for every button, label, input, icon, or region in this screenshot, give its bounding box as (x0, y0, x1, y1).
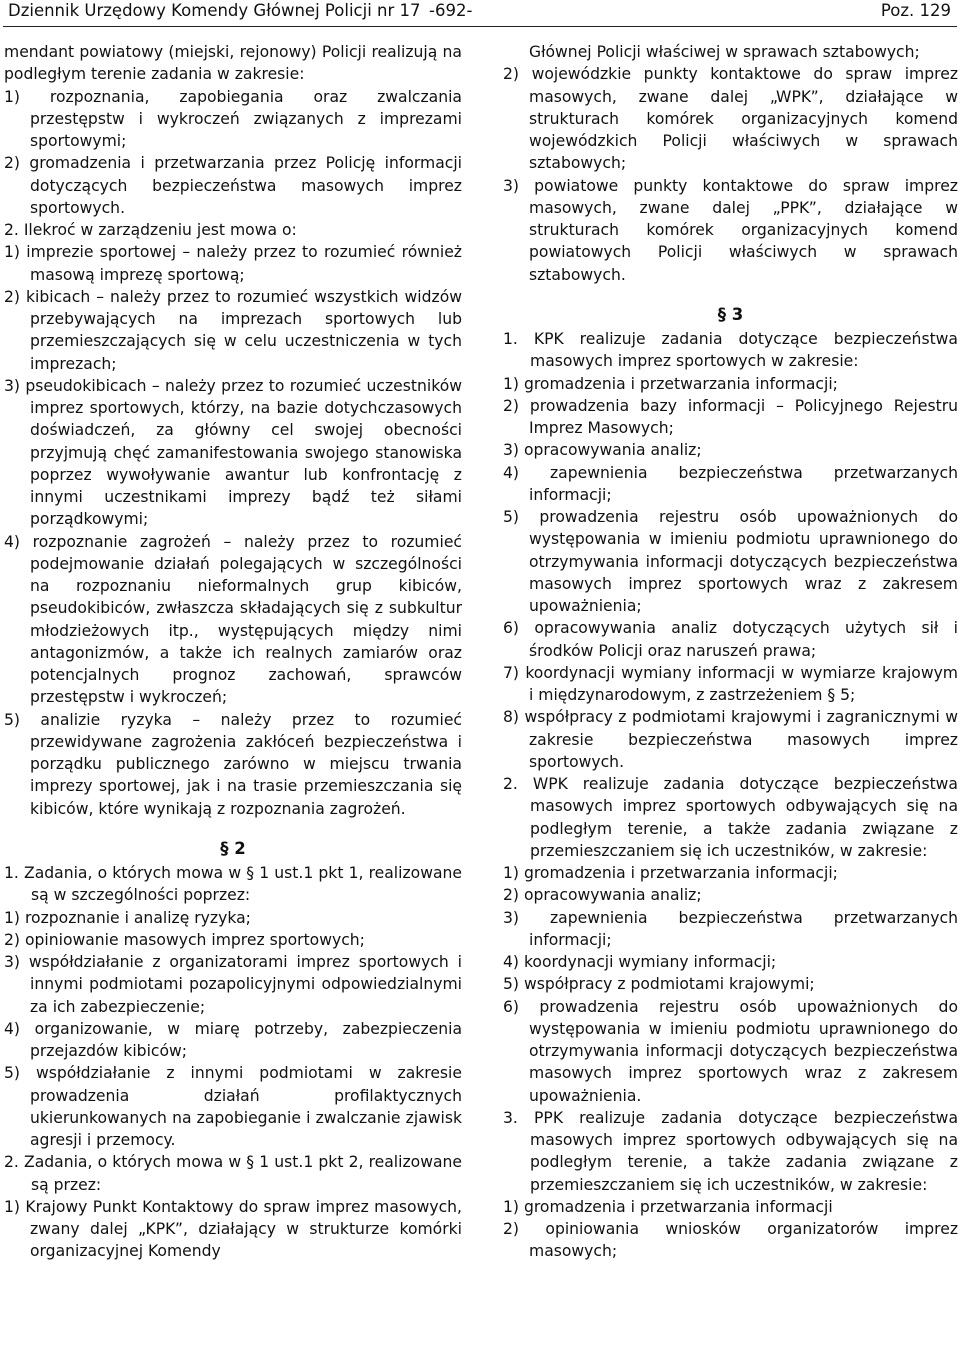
paragraph: 2. WPK realizuje zadania dotyczące bezpieczeństwa masowych imprez sportowych odbywających się na podległym terenie, a także zadania związane z przemieszczaniem się ich uczestników, w zakresie: (503, 775, 958, 860)
list-item: 4) organizowanie, w miarę potrzeby, zabezpieczenia przejazdów kibiców; (4, 1019, 462, 1060)
list-item: 1) gromadzenia i przetwarzania informacji (503, 1197, 833, 1216)
list-item: 1) Krajowy Punkt Kontaktowy do spraw imprez masowych, zwany dalej „KPK”, działający w strukturze komórki organizacyjnej Komendy (4, 1197, 462, 1261)
list-item: 8) współpracy z podmiotami krajowymi i zagranicznymi w zakresie bezpieczeństwa masowych imprez sportowych. (503, 708, 958, 771)
journal-title: Dziennik Urzędowy Komendy Głównej Policji nr 17 (8, 1, 421, 20)
list-item: 2) opiniowania wniosków organizatorów imprez masowych; (503, 1220, 958, 1261)
list-item: 2) kibicach – należy przez to rozumieć wszystkich widzów przebywających na imprezach sportowych lub przemieszczających się w celu uczestniczenia w tych imprezach; (4, 287, 462, 373)
paragraph: Głównej Policji właściwej w sprawach sztabowych; (529, 43, 920, 61)
list-item: 7) koordynacji wymiany informacji w wymiarze krajowym i międzynarodowym, z zastrzeżeniem § 5; (503, 663, 958, 704)
paragraph: mendant powiatowy (miejski, rejonowy) Policji realizują na podległym terenie zadania w zakresie: (4, 43, 462, 84)
list-item: 4) rozpoznanie zagrożeń – należy przez to rozumieć podejmowanie działań polegających w szczególności na rozpoznaniu nieformalnych grup kibiców, pseudokibiców, zwłaszcza składających się z subkultur młodzieżowych itp., występujących między nimi antagonizmów, a także ich realnych zamiarów oraz potencjalnych prognoz zachowań, sprawców przestępstw i wykroczeń; (4, 532, 462, 707)
list-item: 3) opracowywania analiz; (503, 441, 702, 460)
section-heading-2: § 2 (220, 838, 246, 858)
list-item: 1) rozpoznania, zapobiegania oraz zwalczania przestępstw i wykroczeń związanych z imprezami sportowymi; (4, 87, 462, 150)
list-item: 1) rozpoznanie i analizę ryzyka; (4, 908, 251, 927)
list-item: 4) zapewnienia bezpieczeństwa przetwarzanych informacji; (503, 463, 958, 504)
paragraph: 3. PPK realizuje zadania dotyczące bezpieczeństwa masowych imprez sportowych odbywających się na podległym terenie, a także zadania związane z przemieszczaniem się ich uczestników, w zakresie: (503, 1108, 958, 1194)
list-item: 5) analizie ryzyka – należy przez to rozumieć przewidywane zagrożenia zakłóceń bezpieczeństwa i porządku publicznego zarówno w miejscu trwania imprezy sportowej, jak i na trasie przemieszczania się kibiców, które wynikają z rozpoznania zagrożeń. (4, 710, 462, 818)
left-column (4, 41, 462, 1263)
list-item: 4) koordynacji wymiany informacji; (503, 953, 777, 971)
list-item: 6) prowadzenia rejestru osób upoważnionych do występowania w imieniu podmiotu uprawnionego do otrzymywania informacji dotyczących bezpieczeństwa masowych imprez sportowych wraz z zakresem upoważnienia. (503, 997, 958, 1105)
list-item: 5) prowadzenia rejestru osób upoważnionych do występowania w imieniu podmiotu uprawnionego do otrzymywania informacji dotyczących bezpieczeństwa masowych imprez sportowych wraz z zakresem upoważnienia; (503, 508, 958, 615)
list-item: 3) zapewnienia bezpieczeństwa przetwarzanych informacji; (503, 908, 958, 949)
list-item: 1) gromadzenia i przetwarzania informacji; (503, 864, 838, 882)
list-item: 6) opracowywania analiz dotyczących użytych sił i środków Policji oraz naruszeń prawa; (503, 619, 958, 660)
section-heading-3: § 3 (717, 304, 744, 324)
list-item: 2) gromadzenia i przetwarzania przez Policję informacji dotyczących bezpieczeństwa masowych imprez sportowych. (4, 154, 462, 217)
list-item: 1) imprezie sportowej – należy przez to rozumieć również masową imprezę sportową; (4, 243, 462, 284)
list-item: 1) gromadzenia i przetwarzania informacji; (503, 374, 838, 393)
list-item: 3) powiatowe punkty kontaktowe do spraw imprez masowych, zwane dalej „PPK”, działające w strukturach komórek organizacyjnych komend powiatowych Policji właściwych w sprawach sztabowych. (503, 176, 958, 284)
list-item: 5) współdziałanie z innymi podmiotami w zakresie prowadzenia działań profilaktycznych ukierunkowanych na zapobieganie i zwalczanie zjawisk agresji i przemocy. (4, 1064, 462, 1149)
page-number: -692- (429, 1, 473, 20)
paragraph: 2. Zadania, o których mowa w § 1 ust.1 pkt 2, realizowane są przez: (4, 1153, 462, 1194)
right-column (503, 41, 958, 1263)
page-header (3, 0, 957, 27)
list-item: 2) prowadzenia bazy informacji – Policyjnego Rejestru Imprez Masowych; (503, 396, 958, 437)
list-item: 2) opiniowanie masowych imprez sportowych; (4, 930, 365, 949)
list-item: 2) opracowywania analiz; (503, 886, 702, 905)
item-position: Poz. 129 (880, 1, 951, 20)
paragraph-2: 2. Ilekroć w zarządzeniu jest mowa o: (4, 221, 297, 239)
list-item: 5) współpracy z podmiotami krajowymi; (503, 975, 815, 994)
list-item: 2) wojewódzkie punkty kontaktowe do spraw imprez masowych, zwane dalej „WPK”, działające w strukturach komórek organizacyjnych komend wojewódzkich Policji właściwych w sprawach sztabowych; (503, 65, 958, 173)
paragraph: 1. Zadania, o których mowa w § 1 ust.1 pkt 1, realizowane są w szczególności poprzez: (4, 864, 462, 905)
paragraph: 1. KPK realizuje zadania dotyczące bezpieczeństwa masowych imprez sportowych w zakresie: (503, 330, 958, 371)
list-item: 3) współdziałanie z organizatorami imprez sportowych i innymi podmiotami pozapolicyjnymi odpowiedzialnymi za ich zabezpieczenie; (4, 953, 462, 1016)
list-item: 3) pseudokibicach – należy przez to rozumieć uczestników imprez sportowych, którzy, na bazie dotychczasowych doświadczeń, za główny cel swojej obecności przyjmują chęć zamanifestowania swojego stanowiska poprzez wywoływanie awantur lub konfrontację z innymi uczestnikami imprezy bądź też siłami porządkowymi; (4, 376, 462, 529)
